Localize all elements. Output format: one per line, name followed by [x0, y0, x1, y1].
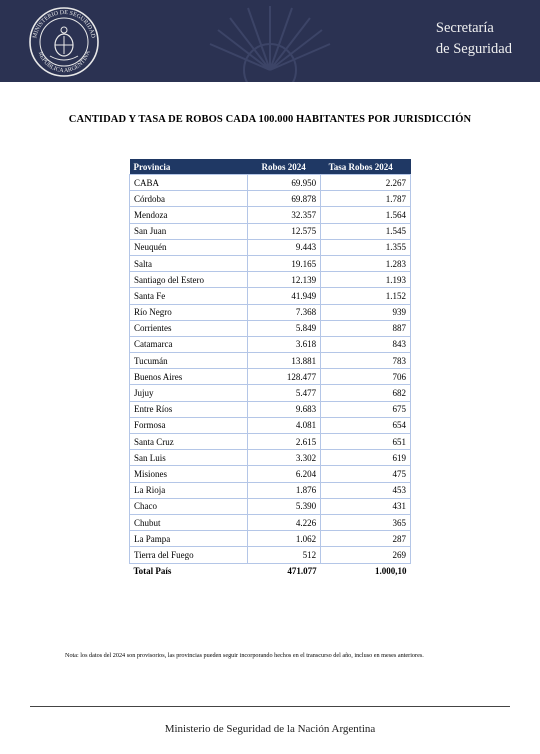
province-cell: Neuquén — [130, 239, 248, 255]
robberies-cell: 32.357 — [248, 207, 321, 223]
rate-cell: 706 — [321, 369, 411, 385]
province-cell: Catamarca — [130, 336, 248, 352]
robberies-cell: 1.876 — [248, 482, 321, 498]
robberies-cell: 6.204 — [248, 466, 321, 482]
svg-text:MINISTERIO DE SEGURIDAD: MINISTERIO DE SEGURIDAD — [32, 9, 96, 39]
department-name — [436, 18, 512, 60]
robberies-cell: 1.062 — [248, 531, 321, 547]
rate-cell: 1.193 — [321, 272, 411, 288]
province-cell: Santiago del Estero — [130, 272, 248, 288]
table-row — [130, 385, 411, 401]
total-label-cell: Total País — [130, 563, 248, 579]
province-cell: Chubut — [130, 514, 248, 530]
robberies-cell: 512 — [248, 547, 321, 563]
table-row — [130, 288, 411, 304]
robberies-cell: 12.575 — [248, 223, 321, 239]
rate-cell: 2.267 — [321, 175, 411, 191]
province-cell: Córdoba — [130, 191, 248, 207]
footer-divider — [30, 706, 510, 707]
rate-cell: 365 — [321, 514, 411, 530]
table-row — [130, 304, 411, 320]
total-robberies-cell: 471.077 — [248, 563, 321, 579]
robberies-cell: 4.081 — [248, 417, 321, 433]
footnote: Nota: los datos del 2024 son provisorios, las provincias pueden seguir incorporando hechos en el transcurso del año, incluso en meses anteriores. — [65, 652, 424, 659]
rate-cell: 1.787 — [321, 191, 411, 207]
province-cell: Tierra del Fuego — [130, 547, 248, 563]
rate-cell: 453 — [321, 482, 411, 498]
page-header — [0, 0, 540, 82]
table-row — [130, 401, 411, 417]
table-row — [130, 369, 411, 385]
rate-cell: 939 — [321, 304, 411, 320]
robberies-cell: 5.390 — [248, 498, 321, 514]
table-row — [130, 547, 411, 563]
province-cell: Chaco — [130, 498, 248, 514]
table-total-row — [130, 563, 411, 579]
rate-cell: 287 — [321, 531, 411, 547]
province-cell: Misiones — [130, 466, 248, 482]
robberies-cell: 7.368 — [248, 304, 321, 320]
rate-cell: 619 — [321, 450, 411, 466]
rate-cell: 475 — [321, 466, 411, 482]
province-cell: Corrientes — [130, 320, 248, 336]
document-title: CANTIDAD Y TASA DE ROBOS CADA 100.000 HABITANTES POR JURISDICCIÓN — [68, 114, 472, 125]
table-row — [130, 434, 411, 450]
robberies-cell: 4.226 — [248, 514, 321, 530]
province-cell: San Luis — [130, 450, 248, 466]
robberies-cell: 5.477 — [248, 385, 321, 401]
robberies-cell: 13.881 — [248, 353, 321, 369]
robberies-cell: 3.302 — [248, 450, 321, 466]
table-row — [130, 498, 411, 514]
column-header-province: Provincia — [130, 159, 248, 175]
province-cell: Tucumán — [130, 353, 248, 369]
table-row — [130, 514, 411, 530]
table-header-row — [130, 159, 411, 175]
table-row — [130, 482, 411, 498]
table-row — [130, 239, 411, 255]
robberies-cell: 5.849 — [248, 320, 321, 336]
column-header-rate: Tasa Robos 2024 — [321, 159, 411, 175]
robberies-cell: 9.683 — [248, 401, 321, 417]
province-cell: Formosa — [130, 417, 248, 433]
robberies-cell: 69.950 — [248, 175, 321, 191]
rate-cell: 1.564 — [321, 207, 411, 223]
table-body — [130, 175, 411, 579]
province-cell: Buenos Aires — [130, 369, 248, 385]
province-cell: Entre Ríos — [130, 401, 248, 417]
province-cell: Santa Cruz — [130, 434, 248, 450]
table-row — [130, 466, 411, 482]
robberies-cell: 41.949 — [248, 288, 321, 304]
table-row — [130, 353, 411, 369]
table-row — [130, 207, 411, 223]
province-cell: CABA — [130, 175, 248, 191]
robberies-cell: 128.477 — [248, 369, 321, 385]
robberies-cell: 19.165 — [248, 255, 321, 271]
department-line-1: Secretaría — [435, 20, 494, 36]
rate-cell: 887 — [321, 320, 411, 336]
rate-cell: 654 — [321, 417, 411, 433]
table-row — [130, 272, 411, 288]
table-row — [130, 255, 411, 271]
robberies-cell: 3.618 — [248, 336, 321, 352]
table-row — [130, 191, 411, 207]
robberies-cell: 69.878 — [248, 191, 321, 207]
robberies-cell: 9.443 — [248, 239, 321, 255]
rate-cell: 843 — [321, 336, 411, 352]
province-cell: La Pampa — [130, 531, 248, 547]
table-row — [130, 450, 411, 466]
rate-cell: 1.545 — [321, 223, 411, 239]
robberies-cell: 12.139 — [248, 272, 321, 288]
table-row — [130, 336, 411, 352]
province-cell: Jujuy — [130, 385, 248, 401]
province-cell: Santa Fe — [130, 288, 248, 304]
sun-watermark-icon — [190, 0, 350, 82]
footer-ministry: Ministerio de Seguridad de la Nación Argentina — [164, 723, 376, 735]
ministry-seal-logo — [28, 6, 100, 78]
rate-cell: 1.152 — [321, 288, 411, 304]
column-header-robberies: Robos 2024 — [248, 159, 321, 175]
rate-cell: 675 — [321, 401, 411, 417]
province-cell: Mendoza — [130, 207, 248, 223]
rate-cell: 431 — [321, 498, 411, 514]
robberies-cell: 2.615 — [248, 434, 321, 450]
table-row — [130, 320, 411, 336]
rate-cell: 1.355 — [321, 239, 411, 255]
table-row — [130, 175, 411, 191]
province-cell: La Rioja — [130, 482, 248, 498]
rate-cell: 269 — [321, 547, 411, 563]
department-line-2: de Seguridad — [435, 41, 512, 57]
rate-cell: 682 — [321, 385, 411, 401]
rate-cell: 783 — [321, 353, 411, 369]
rate-cell: 1.283 — [321, 255, 411, 271]
province-cell: Río Negro — [130, 304, 248, 320]
table-row — [130, 223, 411, 239]
table-row — [130, 417, 411, 433]
province-cell: San Juan — [130, 223, 248, 239]
province-cell: Salta — [130, 255, 248, 271]
robberies-table — [129, 159, 411, 579]
svg-text:REPÚBLICA ARGENTINA: REPÚBLICA ARGENTINA — [36, 50, 92, 75]
rate-cell: 651 — [321, 434, 411, 450]
total-rate-cell: 1.000,10 — [321, 563, 411, 579]
table-row — [130, 531, 411, 547]
